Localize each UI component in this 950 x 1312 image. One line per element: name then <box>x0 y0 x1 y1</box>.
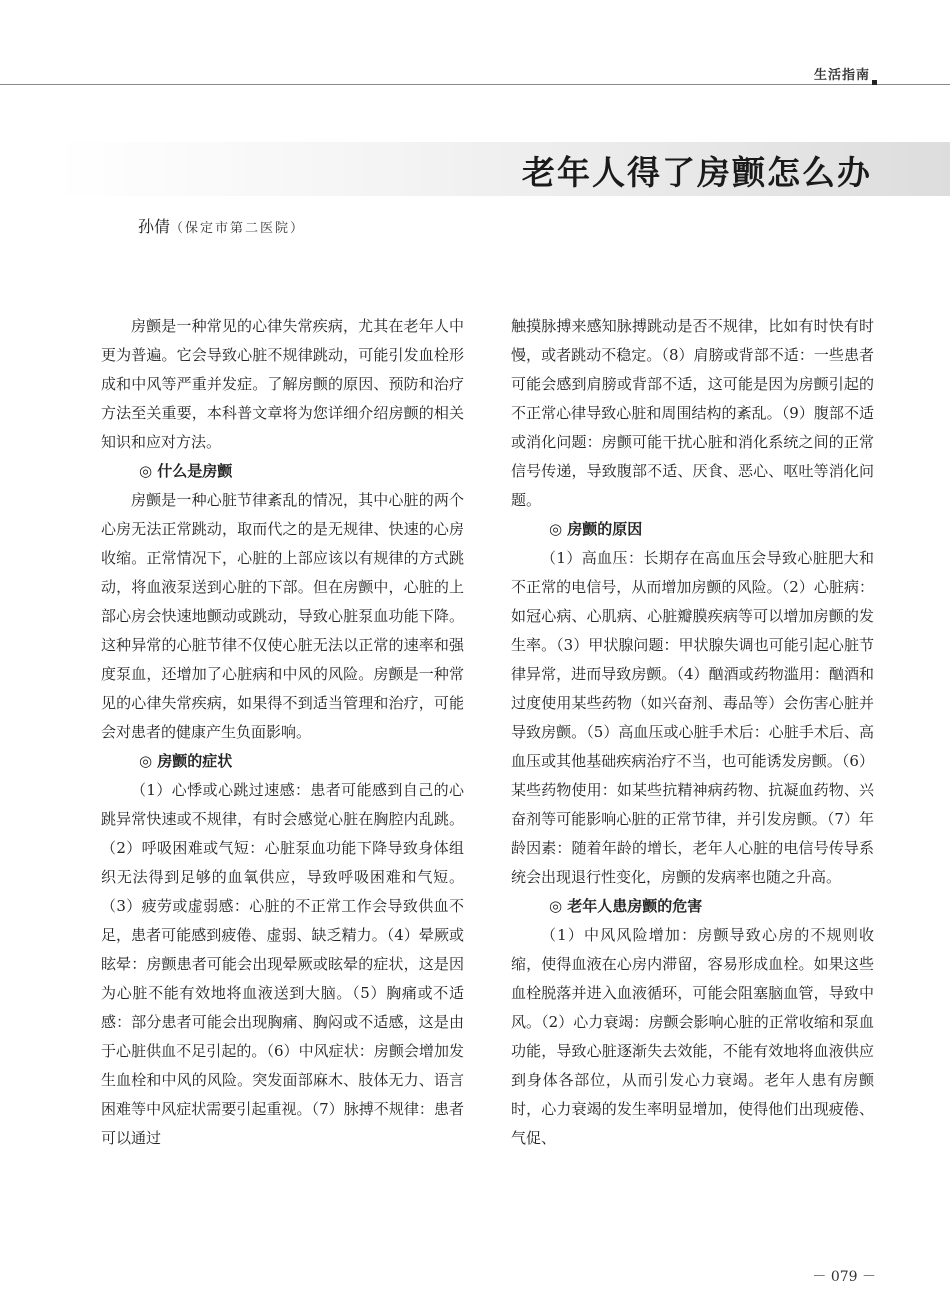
left-column <box>101 312 464 1153</box>
intro-paragraph: 房颤是一种常见的心律失常疾病，尤其在老年人中更为普遍。它会导致心脏不规律跳动，可能引发血栓形成和中风等严重并发症。了解房颤的原因、预防和治疗方法至关重要，本科普文章将为您详细介绍房颤的相关知识和应对方法。 <box>101 317 464 451</box>
section-heading-risks: ◎ 老年人患房颤的危害 <box>549 897 703 915</box>
section-heading-causes: ◎ 房颤的原因 <box>549 520 643 538</box>
byline <box>138 214 305 237</box>
section-marker <box>872 80 877 85</box>
what-is-af-paragraph: 房颤是一种心脏节律紊乱的情况，其中心脏的两个心房无法正常跳动，取而代之的是无规律、快速的心房收缩。正常情况下，心脏的上部应该以有规律的方式跳动，将血液泵送到心脏的下部。但在房颤中，心脏的上部心房会快速地颤动或跳动，导致心脏泵血功能下降。这种异常的心脏节律不仅使心脏无法以正常的速率和强度泵血，还增加了心脏病和中风的风险。房颤是一种常见的心律失常疾病，如果得不到适当管理和治疗，可能会对患者的健康产生负面影响。 <box>101 491 464 741</box>
article-title: 老年人得了房颤怎么办 <box>522 153 872 192</box>
risks-paragraph: （1）中风风险增加：房颤导致心房的不规则收缩，使得血液在心房内滞留，容易形成血栓。如果这些血栓脱落并进入血液循环，可能会阻塞脑血管，导致中风。（2）心力衰竭：房颤会影响心脏的正常收缩和泵血功能，导致心脏逐渐失去效能，不能有效地将血液供应到身体各部位，从而引发心力衰竭。老年人患有房颤时，心力衰竭的发生率明显增加，使得他们出现疲倦、气促、 <box>511 926 874 1147</box>
symptoms-continued-paragraph: 触摸脉搏来感知脉搏跳动是否不规律，比如有时快有时慢，或者跳动不稳定。（8）肩膀或背部不适：一些患者可能会感到肩膀或背部不适，这可能是因为房颤引起的不正常心律导致心脏和周围结构的紊乱。（9）腹部不适或消化问题：房颤可能干扰心脏和消化系统之间的正常信号传递，导致腹部不适、厌食、恶心、呕吐等消化问题。 <box>511 317 874 509</box>
page-number: － 079 － <box>812 1269 876 1285</box>
symptoms-paragraph: （1）心悸或心跳过速感：患者可能感到自己的心跳异常快速或不规律，有时会感觉心脏在胸腔内乱跳。（2）呼吸困难或气短：心脏泵血功能下降导致身体组织无法得到足够的血氧供应，导致呼吸困难和气短。（3）疲劳或虚弱感：心脏的不正常工作会导致供血不足，患者可能感到疲倦、虚弱、缺乏精力。（4）晕厥或眩晕：房颤患者可能会出现晕厥或眩晕的症状，这是因为心脏不能有效地将血液送到大脑。（5）胸痛或不适感：部分患者可能会出现胸痛、胸闷或不适感，这是由于心脏供血不足引起的。（6）中风症状：房颤会增加发生血栓和中风的风险。突发面部麻木、肢体无力、语言困难等中风症状需要引起重视。（7）脉搏不规律：患者可以通过 <box>101 781 464 1147</box>
right-column <box>511 312 874 1153</box>
section-heading-symptoms: ◎ 房颤的症状 <box>139 752 233 770</box>
author-name: 孙倩 <box>138 217 171 236</box>
causes-paragraph: （1）高血压：长期存在高血压会导致心脏肥大和不正常的电信号，从而增加房颤的风险。（2）心脏病：如冠心病、心肌病、心脏瓣膜疾病等可以增加房颤的发生率。（3）甲状腺问题：甲状腺失调也可能引起心脏节律异常，进而导致房颤。（4）酗酒或药物滥用：酗酒和过度使用某些药物（如兴奋剂、毒品等）会伤害心脏并导致房颤。（5）高血压或心脏手术后：心脏手术后、高血压或其他基础疾病治疗不当，也可能诱发房颤。（6）某些药物使用：如某些抗精神病药物、抗凝血药物、兴奋剂等可能影响心脏的正常节律，并引发房颤。（7）年龄因素：随着年龄的增长，老年人心脏的电信号传导系统会出现退行性变化，房颤的发病率也随之升高。 <box>511 549 874 886</box>
section-label: 生活指南 <box>813 68 870 83</box>
author-affiliation: （保定市第二医院） <box>170 221 306 236</box>
header-rule <box>0 84 950 85</box>
section-heading-what-is-af: ◎ 什么是房颤 <box>139 462 233 480</box>
